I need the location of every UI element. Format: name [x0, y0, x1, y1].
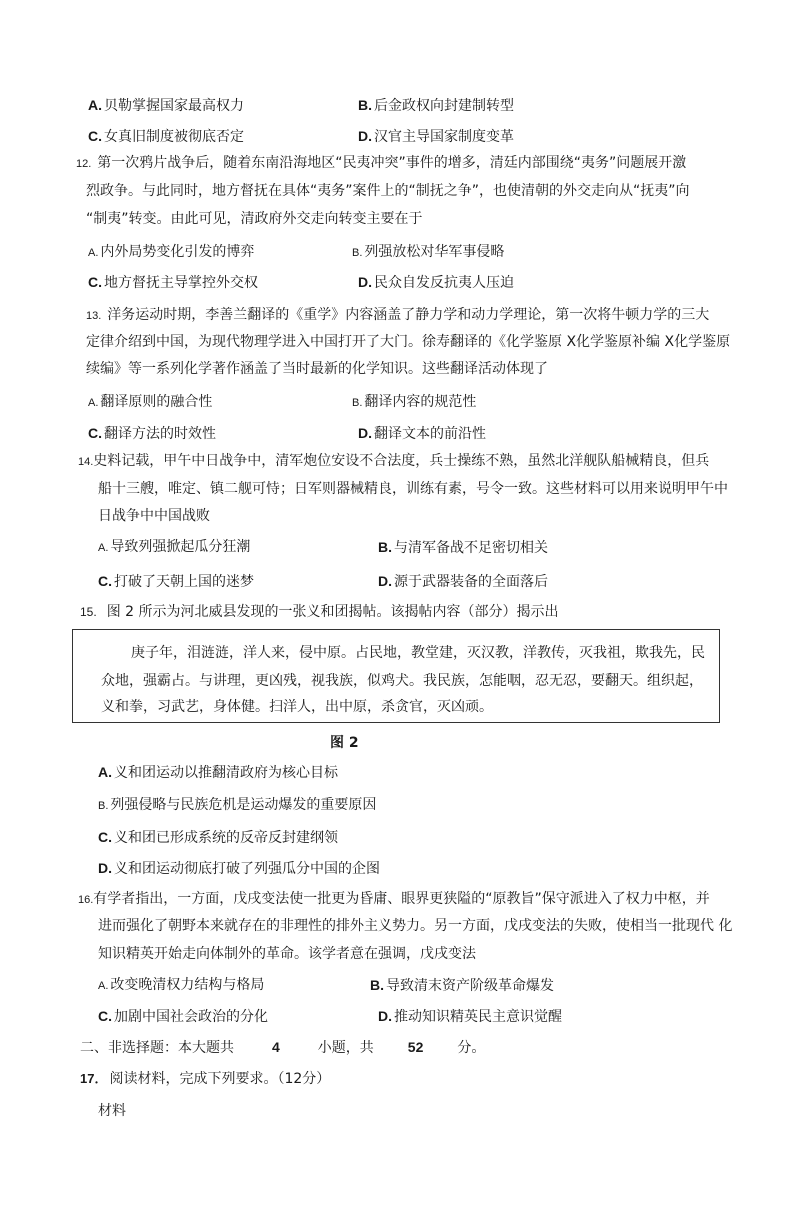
poster-line-2: 众地，强霸占。与讲理，更凶残，视我族，似鸡犬。我民族，怎能咽，忍无忍，要翻天。组织起， [101, 673, 703, 689]
q13-option-b: B. 翻译内容的规范性 [352, 394, 477, 410]
q14-option-a: A. 导致列强掀起瓜分狂潮 [98, 539, 251, 555]
q11-option-c: C. 女真旧制度被彻底否定 [88, 128, 244, 145]
section-2-header: 二、非选择题：本大题共 4 小题，共 52 分。 [80, 1039, 486, 1056]
q12-option-d: D. 民众自发反抗夷人压迫 [358, 274, 514, 291]
poster-line-1: 庚子年，泪涟涟，洋人来，侵中原。占民地，教堂建，灭汉教，洋教传，灭我祖，欺我先，民 [131, 645, 705, 661]
q16-option-d: D. 推动知识精英民主意识觉醒 [378, 1008, 562, 1025]
q17-stem: 17． 阅读材料，完成下列要求。（12分） [80, 1071, 331, 1087]
q15-poster-text-box [72, 629, 720, 723]
q14-option-b: B. 与清军备战不足密切相关 [378, 539, 548, 556]
q13-option-d: D. 翻译文本的前沿性 [358, 425, 486, 442]
q12-stem-line-3: “制夷”转变。由此可见，清政府外交走向转变主要在于 [86, 211, 423, 227]
q11-option-b: B. 后金政权向封建制转型 [358, 97, 514, 114]
q16-option-a: A. 改变晚清权力结构与格局 [98, 977, 265, 993]
q14-stem-line-3: 日战争中中国战败 [98, 508, 210, 524]
q13-option-c: C. 翻译方法的时效性 [88, 425, 216, 442]
q13-stem-line-3: 续编》等一系列化学著作涵盖了当时最新的化学知识。这些翻译活动体现了 [86, 361, 548, 377]
q13-option-a: A. 翻译原则的融合性 [88, 394, 213, 410]
q11-option-d: D. 汉官主导国家制度变革 [358, 128, 514, 145]
q14-option-c: C. 打破了天朝上国的迷梦 [98, 573, 254, 590]
q15-stem: 15. 图 2 所示为河北威县发现的一张义和团揭帖。该揭帖内容（部分）揭示出 [80, 604, 559, 620]
q14-option-d: D. 源于武器装备的全面落后 [378, 573, 548, 590]
q12-option-a: A. 内外局势变化引发的博弈 [88, 244, 255, 260]
q15-option-c: C. 义和团已形成系统的反帝反封建纲领 [98, 829, 338, 846]
q16-option-c: C. 加剧中国社会政治的分化 [98, 1008, 268, 1025]
q16-stem-line-1: 16.有学者指出，一方面，戊戌变法使一批更为昏庸、眼界更狭隘的“原教旨”保守派进入了权力中枢，并 [78, 891, 710, 907]
q13-stem-line-2: 定律介绍到中国，为现代物理学进入中国打开了大门。徐寿翻译的《化学鉴原 X化学鉴原补编 X化学鉴原 [86, 334, 731, 350]
q12-option-b: B. 列强放松对华军事侵略 [352, 244, 505, 260]
q12-stem-line-2: 烈政争。与此同时，地方督抚在具体“夷务”案件上的“制抚之争”，也使清朝的外交走向从“抚夷”向 [86, 183, 690, 199]
q16-option-b: B. 导致清末资产阶级革命爆发 [370, 977, 554, 994]
q17-material-label: 材料 [98, 1103, 126, 1119]
figure-caption: 图 2 [330, 735, 359, 751]
q14-stem-line-1: 14.史料记载，甲午中日战争中，清军炮位安设不合法度，兵士操练不熟，虽然北洋舰队船械精良，但兵 [78, 453, 710, 469]
q13-stem-line-1: 13. 洋务运动时期，李善兰翻译的《重学》内容涵盖了静力学和动力学理论，第一次将牛顿力学的三大 [86, 307, 710, 323]
q14-stem-line-2: 船十三艘，唯定、镇二舰可恃；日军则器械精良，训练有素，号令一致。这些材料可以用来说明甲午中 [98, 481, 728, 497]
poster-line-3: 义和拳，习武艺，身体健。扫洋人，出中原，杀贪官，灭凶顽。 [101, 699, 493, 715]
q15-option-d: D. 义和团运动彻底打破了列强瓜分中国的企图 [98, 860, 380, 877]
q11-option-a: A. 贝勒掌握国家最高权力 [88, 97, 244, 114]
q12-stem-line-1: 12. 第一次鸦片战争后，随着东南沿海地区“民夷冲突”事件的增多，清廷内部围绕“夷务”问题展开激 [76, 155, 687, 171]
q15-option-b: B. 列强侵略与民族危机是运动爆发的重要原因 [98, 797, 377, 813]
q16-stem-line-2: 进而强化了朝野本来就存在的非理性的排外主义势力。另一方面，戊戌变法的失败，使相当一批现代 化 [98, 918, 733, 934]
q12-option-c: C. 地方督抚主导掌控外交权 [88, 274, 258, 291]
q15-option-a: A. 义和团运动以推翻清政府为核心目标 [98, 764, 338, 781]
q16-stem-line-3: 知识精英开始走向体制外的革命。该学者意在强调，戊戌变法 [98, 946, 476, 962]
